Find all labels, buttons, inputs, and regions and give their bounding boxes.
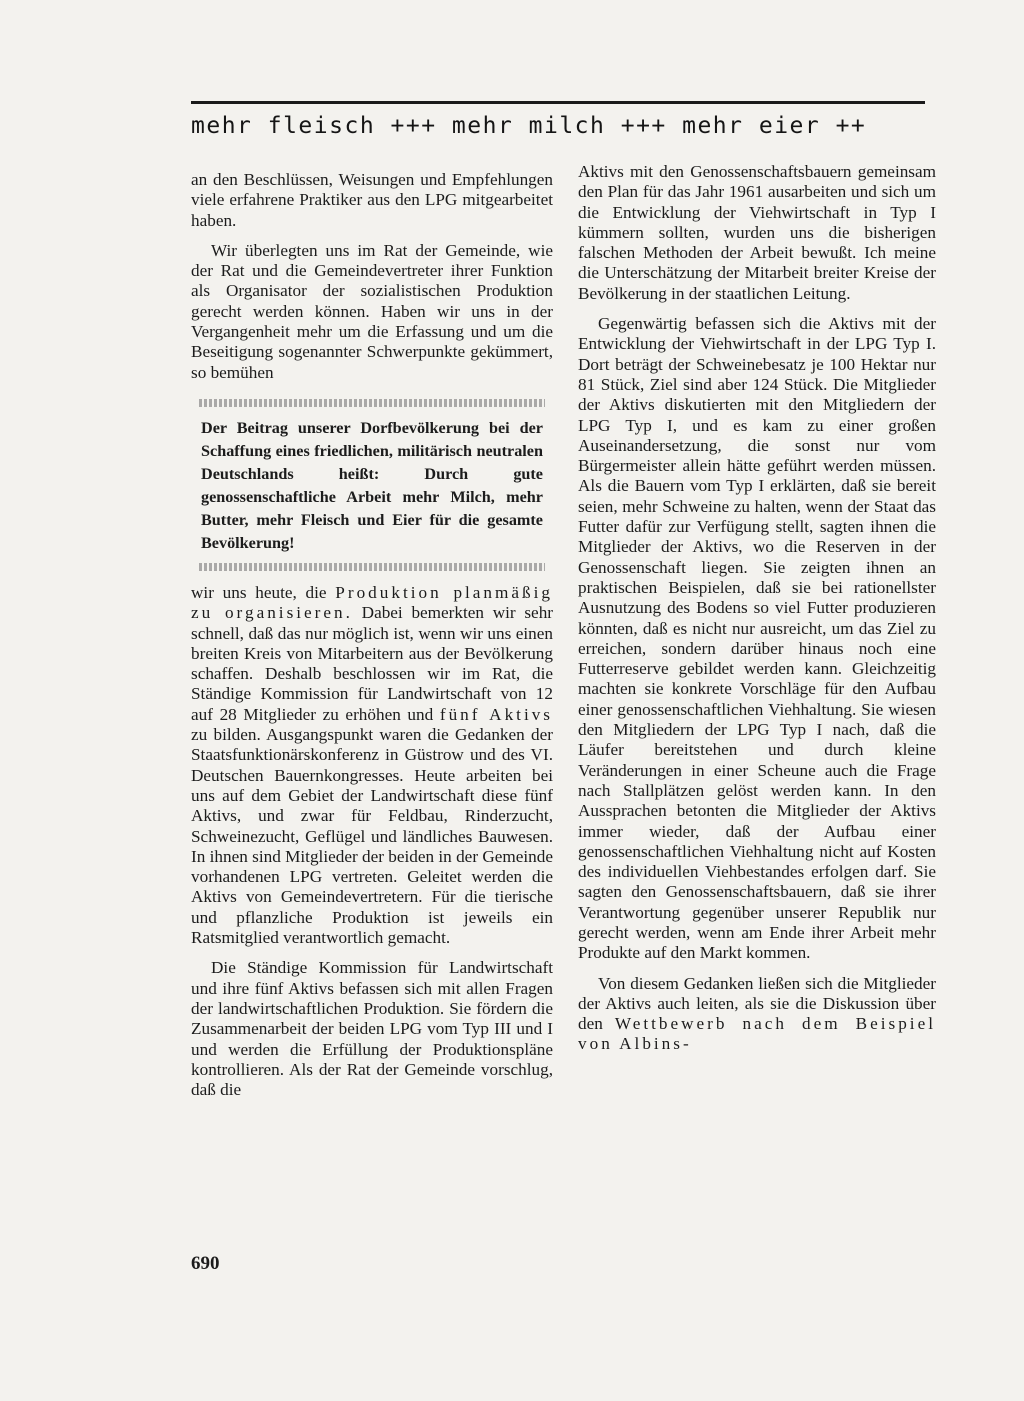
left-column [191,170,553,1100]
wavy-divider [199,563,545,571]
highlight-text: Der Beitrag unserer Dorfbevölkerung bei der Schaffung eines friedlichen, militärisch neutralen Deutschlands heißt: Durch gute genossenschaftliche Arbeit mehr Milch, mehr Butter, mehr Fleisch und Eier für die gesamte Bevölkerung! [201,418,543,552]
paragraph: Die Ständige Kommission für Landwirtschaft und ihre fünf Aktivs befassen sich mit allen Fragen der landwirtschaftlichen Produktion. Sie fördern die Zusammenarbeit der beiden LPG vom Typ III und I und werden die Erfüllung der Produktionspläne kontrollieren. Als der Rat der Gemeinde vorschlug, daß die [191,958,553,1100]
header-slogan: mehr fleisch +++ mehr milch +++ mehr eier ++ [191,113,867,139]
paragraph: Wir überlegten uns im Rat der Gemeinde, wie der Rat und die Gemeindevertreter ihrer Funktion als Organisator der sozialistischen Produktion gerecht werden können. Haben wir uns in der Vergangenheit mehr um die Erfassung und um die Beseitigung sogenannter Schwerpunkte gekümmert, so bemühen [191,240,553,382]
paragraph: Aktivs mit den Genossenschaftsbauern gemeinsam den Plan für das Jahr 1961 ausarbeiten und sich um die Entwicklung der Viehwirtschaft in Typ I kümmern sollten, wurden uns die bisherigen falschen Methoden der Arbeit bewußt. Ich meine die Unterschätzung der Mitarbeit breiter Kreise der Bevölkerung in der staatlichen Leitung. [578,162,936,303]
wavy-divider [199,399,545,407]
spaced-text: Wettbewerb nach dem Beispiel von Albins- [578,1014,936,1054]
text-run: Von diesem Gedanken ließen sich die Mitglieder der Aktivs auch leiten, als sie die Diskussion über den [578,973,936,1034]
spaced-text: fünf Aktivs [439,704,554,724]
text-run: zu bilden. Ausgangspunkt waren die Gedanken der Staatsfunktionärskonferenz in Güstrow und des VI. Deutschen Bauernkongresses. Heute arbeiten bei uns auf dem Gebiet der Landwirtschaft diese fünf Aktivs, und zwar für Feldbau, Rinderzucht, Schweinezucht, Geflügel und ländliches Bauwesen. In ihnen sind Mitglieder der beiden in der Gemeinde vorhandenen LPG vertreten. Geleitet werden die Aktivs von Gemeindevertretern. Für die tierische und pflanzliche Produktion ist jeweils ein Ratsmitglied verantwortlich gemacht. [191,725,553,948]
highlight-box [191,399,553,571]
paragraph [191,583,553,948]
paragraph: Gegenwärtig befassen sich die Aktivs mit der Entwicklung der Viehwirtschaft in der LPG Typ I. Dort beträgt der Schweinebesatz je 100 Hektar nur 81 Stück, Ziel sind aber 124 Stück. Die Mitglieder der Aktivs diskutierten mit den Mitgliedern der LPG Typ I, und es kam zu einer großen Auseinandersetzung, die sonst nur vom Bürgermeister allein hätte geführt werden müssen. Als die Bauern vom Typ I erklärten, daß sie bereit seien, mehr Schweine zu halten, wenn der Staat das Futter dafür zur Verfügung stellt, sagten ihnen die Mitglieder der Aktivs, wo die Reserven in der Genossenschaft liegen. Sie zeigten ihnen an praktischen Beispielen, daß sie bei rationellster Ausnutzung des Bodens so viel Futter produzieren könnten, daß es nicht nur ausreicht, um das Ziel zu erreichen, sondern darüber hinaus noch eine Futterreserve gebildet werden kann. Gleichzeitig machten sie konkrete Vorschläge für den Aufbau einer genossenschaftlichen Viehhaltung. Sie wiesen den Mitgliedern der LPG Typ I nach, daß die Läufer bereitstehen und durch kleine Veränderungen in einer Scheune auch die Frage nach Stallplätzen gelöst werden kann. In den Aussprachen betonten die Mitglieder der Aktivs immer wieder, daß der Aufbau einer genossenschaftlichen Viehhaltung nicht auf Kosten des individuellen Viehbestandes erfolgen darf. Sie sagten den Genossenschaftsbauern, daß sie ihrer Verantwortung gegenüber unserer Republik nur gerecht werden, wenn am Ende ihrer Arbeit mehr Produkte auf den Markt kommen. [578,314,936,963]
text-run: wir uns heute, die [191,582,327,602]
page-number: 690 [191,1253,220,1274]
text-run: Dabei bemerkten wir sehr schnell, daß das nur möglich ist, wenn wir uns einen breiten Kreis von Mitarbeitern aus der Bevölkerung schaffen. Deshalb beschlossen wir im Rat, die Ständige Kommission für Landwirtschaft von 12 auf 28 Mitglieder zu erhöhen und [191,603,554,724]
spaced-text: Produktion planmäßig zu organisieren. [191,582,553,623]
paragraph [578,974,936,1055]
paragraph: an den Beschlüssen, Weisungen und Empfehlungen viele erfahrene Praktiker aus den LPG mitgearbeitet haben. [191,170,553,230]
header-rule [191,101,925,104]
right-column [578,162,936,1055]
